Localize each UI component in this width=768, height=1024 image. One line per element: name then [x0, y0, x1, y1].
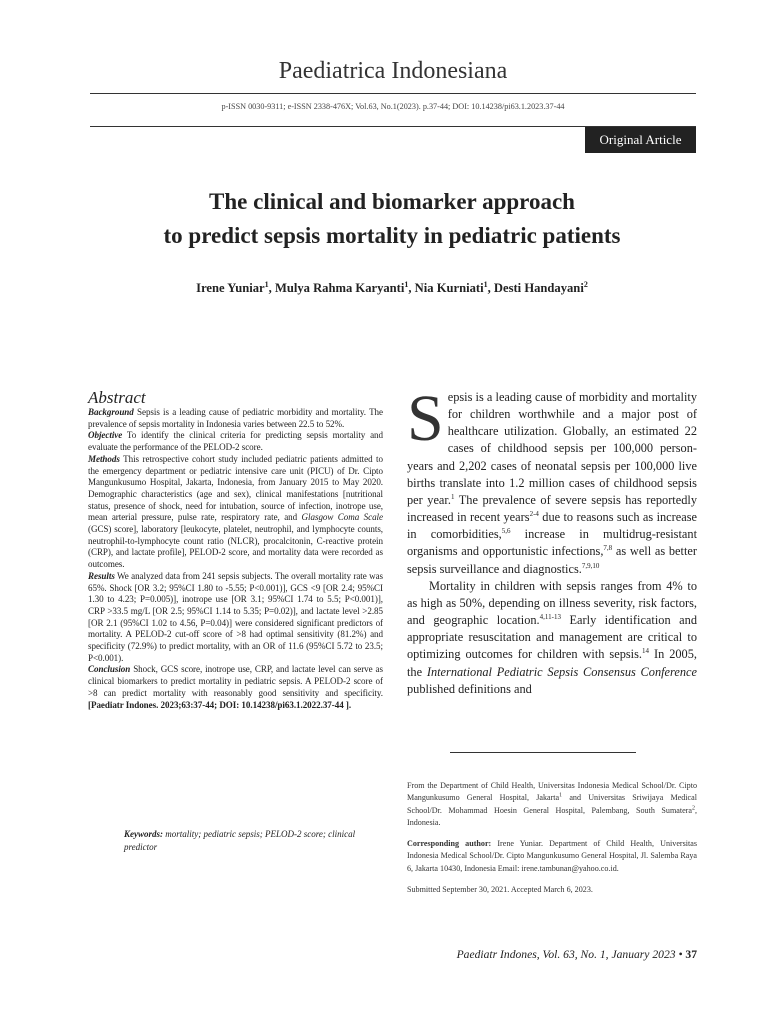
corresponding-author-text: Irene Yuniar. Department of Child Health, Universitas Indonesia Medical School/Dr. Cipto Mangunkusumo General Hospital, Jl. Salemba Raya 6, Jakarta 10430, Indonesia Email: irene.tambunan@yahoo.co.id. — [407, 839, 697, 873]
body-italic-span: International Pediatric Sepsis Consensus Conference — [426, 664, 697, 679]
drop-cap: S — [407, 382, 444, 455]
abstract-conclusion-text: Shock, GCS score, inotrope use, CRP, and lactate level can serve as clinical biomarkers to predict mortality in pediatric sepsis. A PELOD-2 score of >8 can predict mortality with reasonably good sensitivity and specificity. — [88, 664, 383, 698]
abstract-results-label: Results — [88, 570, 115, 581]
body-text-span: The prevalence of severe sepsis has reportedly increased in recent years — [407, 492, 697, 525]
body-text-span: published definitions and — [407, 681, 532, 696]
author-name: Nia Kurniati — [414, 281, 484, 296]
body-text-span: increase in multidrug-resistant organisms and opportunistic infections, — [407, 527, 697, 559]
reference-marker: 2-4 — [529, 509, 539, 518]
abstract-methods — [88, 454, 383, 571]
reference-marker: 7,8 — [603, 544, 613, 553]
body-text-span: Mortality in children with sepsis ranges from 4% to as high as 50%, depending on illness severity, risk factors, and geographic location. — [407, 578, 697, 628]
abstract-methods-text-2: (GCS) score], laboratory [leukocyte, platelet, neutrophil, and lymphocyte counts, neutrophil-to-lymphocyte count ratio (NLCR), procalcitonin, C-reactive protein (CRP), and lactate profile], PELOD-2 score, and mortality data were recorded as outcomes. — [88, 524, 383, 570]
author-name: Irene Yuniar — [196, 281, 265, 296]
body-text-span: due to reasons such as increase in comorbidities, — [407, 510, 697, 542]
abstract-methods-text: This retrospective cohort study included pediatric patients admitted to the emergency department or pediatric intensive care unit (PICU) of Dr. Cipto Mangunkusumo Hospital, Jakarta, Indonesia, from January 2015 to May 2020. Demographic characteristics (age and sex), clinical manifestations [nutritional status, presence of shock, need for intubation, source of infection, inotrope use, mean arterial pressure, pulse rate, respiratory rate, and — [88, 453, 383, 523]
article-type-badge: Original Article — [585, 127, 696, 153]
reference-marker: 7,9,10 — [581, 561, 600, 570]
author-name: Desti Handayani — [493, 281, 584, 296]
reference-marker: 4,11-13 — [539, 612, 561, 621]
body-text-span: Early identification and appropriate resuscitation and management are critical to optimizing outcomes for children with sepsis. — [407, 613, 697, 662]
affiliation-marker: 2 — [691, 804, 695, 811]
corresponding-author-label: Corresponding author: — [407, 839, 492, 849]
body-text-span: In 2005, the — [407, 647, 697, 679]
abstract-results-text: We analyzed data from 241 sepsis subjects. The overall mortality rate was 65%. Shock [OR 3.2; 95%CI 1.80 to -5.55; P<0.001)], GCS <9 [OR 2.4; 95%CI 1.30 to 4.23; P=0.005)], inotrope use [OR 3.1; 95%CI 1.74 to 5.5; P<0.001)], CRP >33.5 mg/L [OR 2.5; 95%CI 1.14 to 5.35; P=0.02)], and lactate level >2.85 [OR 2.1 (95%CI 1.02 to 4.56, P=0.04)] were considered significant predictors of mortality. A PELOD-2 cut-off score of >8 had optimal sensitivity (81.2%) and specificity (72.9%) to predict mortality, with an OR of 11.6 (95%CI 5.72 to 23.5; P<0.001). — [88, 570, 383, 663]
issn-line: p-ISSN 0030-9311; e-ISSN 2338-476X; Vol.63, No.1(2023). p.37-44; DOI: 10.14238/pi63.1.2023.37-44 — [221, 102, 565, 111]
abstract-background — [88, 407, 383, 430]
abstract-conclusion — [88, 664, 383, 711]
abstract — [88, 389, 383, 711]
abstract-objective-label: Objective — [88, 430, 123, 441]
abstract-objective-text: To identify the clinical criteria for predicting sepsis mortality and evaluate the performance of the PELOD-2 score. — [88, 430, 383, 453]
abstract-methods-label: Methods — [88, 453, 120, 464]
reference-marker: 14 — [642, 647, 649, 656]
reference-marker: 5,6 — [501, 527, 511, 536]
keywords-label: Keywords: — [124, 829, 163, 839]
journal-title: Paediatrica Indonesiana — [278, 58, 508, 84]
abstract-conclusion-label: Conclusion — [88, 664, 131, 675]
abstract-heading: Abstract — [88, 388, 146, 407]
author-affiliation: 1 — [404, 280, 409, 289]
body-text — [407, 382, 697, 698]
keywords — [124, 828, 364, 853]
body-text-span: as well as better sepsis surveillance and diagnostics. — [407, 544, 697, 576]
abstract-body — [88, 407, 383, 711]
keywords-text: mortality; pediatric sepsis; PELOD-2 score; clinical predictor — [124, 829, 356, 852]
affiliation-text: and Universitas Sriwijaya Medical School/Dr. Mohammad Hoesin General Hospital, Palembang, South Sumatera — [407, 793, 697, 815]
footnotes — [407, 780, 697, 905]
article-title — [60, 185, 724, 253]
submission-dates: Submitted September 30, 2021. Accepted March 6, 2023. — [407, 885, 593, 895]
abstract-citation: [Paediatr Indones. 2023;63:37-44; DOI: 10.14238/pi63.1.2022.37-44 ]. — [88, 699, 352, 710]
footnote-rule — [450, 752, 636, 753]
affiliation-note — [407, 780, 697, 829]
body-paragraph-2 — [407, 578, 697, 698]
abstract-background-text: Sepsis is a leading cause of pediatric morbidity and mortality. The prevalence of sepsis mortality in Indonesia varies between 22.5 to 52%. — [88, 407, 383, 429]
page-footer — [400, 948, 697, 961]
author-name: Mulya Rahma Karyanti — [274, 281, 405, 296]
body-paragraph-1 — [407, 382, 697, 578]
author-affiliation: 2 — [583, 280, 588, 289]
affiliation-text: From the Department of Child Health, Universitas Indonesia Medical School/Dr. Cipto Mangunkusumo General Hospital, Jakarta — [407, 781, 697, 803]
page-number: 37 — [685, 948, 697, 961]
abstract-results — [88, 571, 383, 665]
abstract-methods-gcs: Glasgow Coma Scale — [301, 512, 383, 523]
abstract-background-label: Background — [88, 407, 134, 417]
affiliation-text: , Indonesia. — [407, 805, 697, 827]
header-rule — [90, 93, 696, 94]
body-text-span: epsis is a leading cause of morbidity and mortality for children worthwhile and a major post of healthcare utilization. Globally, an estimated 22 cases of childhood sepsis per 100,000 person-years and 2,202 cases of neonatal sepsis per 100,000 live births translate into 1.2 million cases of childhood sepsis per year. — [407, 390, 697, 507]
author-list: Irene Yuniar$^1$, Mulya Rahma Karyanti$^1$, Nia Kurniati$^1$, Desti Handayani$^2$ — [196, 280, 588, 296]
footer-citation: Paediatr Indones, Vol. 63, No. 1, January 2023 — [456, 948, 676, 961]
abstract-objective — [88, 430, 383, 453]
affiliation-marker: 1 — [559, 792, 563, 799]
footer-bullet: • — [675, 948, 686, 961]
author-affiliation: 1 — [264, 280, 269, 289]
author-affiliation: 1 — [483, 280, 488, 289]
reference-marker: 1 — [450, 492, 455, 501]
corresponding-author-note — [407, 838, 697, 875]
article-title-line-2: to predict sepsis mortality in pediatric patients — [163, 223, 621, 248]
article-title-line-1: The clinical and biomarker approach — [209, 189, 575, 214]
